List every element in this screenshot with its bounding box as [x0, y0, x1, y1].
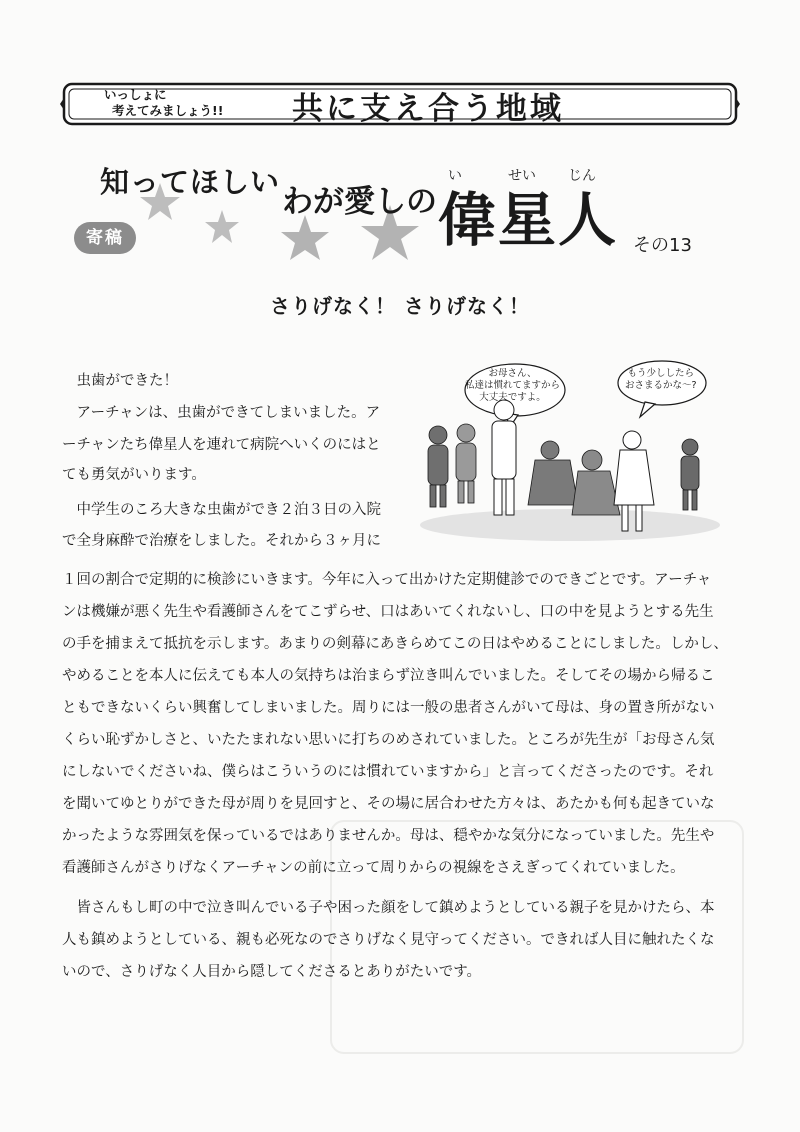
title-ruby-2: せい	[508, 168, 536, 184]
banner-subtitle-line2: 考えてみましょう!!	[112, 103, 224, 118]
body-line: １回の割合で定期的に検診にいきます。今年に入って出かけた定期健診でのできごとです。アーチャ	[62, 572, 712, 588]
body-line: を聞いてゆとりができた母が周りを見回すと、その場に居合わせた方々は、あたかも何も起きていな	[62, 796, 715, 812]
star-icon	[205, 210, 239, 243]
title-beloved: わが愛しの	[282, 184, 437, 220]
body-line: ても勇気がいります。	[62, 467, 206, 483]
banner-subtitle-line1: いっしょに	[104, 87, 167, 102]
body-line: ともできないくらい興奮してしまいました。周りには一般の患者さんがいて母は、身の置き所がない	[62, 700, 715, 716]
body-line: いので、さりげなく人目から隠してくださるとありがたいです。	[62, 964, 482, 980]
banner-title: 共に支え合う地域	[292, 91, 564, 127]
body-line: やめることを本人に伝えても本人の気持ちは治まらず泣き叫んでいました。そしてその場から帰るこ	[62, 668, 715, 684]
body-line: アーチャンは、虫歯ができてしまいました。ア	[62, 405, 381, 421]
title-lead: 知ってほしい	[100, 165, 281, 199]
title-ruby-3: じん	[568, 168, 596, 184]
body-line: ンは機嫌が悪く先生や看護師さんをてこずらせ、口はあいてくれないし、口の中を見ようとする先生	[62, 604, 714, 620]
speech-bubble-left-line2: 私達は慣れてますから	[465, 380, 561, 391]
contribution-badge: 寄稿	[74, 222, 136, 254]
body-line: ーチャンたち偉星人を連れて病院へいくのにはと	[62, 437, 381, 453]
body-line: の手を捕まえて抵抗を示します。あまりの剣幕にあきらめてこの日はやめることにしました。しかし、	[62, 636, 728, 652]
speech-bubble-right-line1: もう少ししたら	[627, 368, 695, 379]
speech-bubble-right	[625, 368, 697, 392]
star-icon	[281, 215, 329, 260]
body-line: 看護師さんがさりげなくアーチャンの前に立って周りからの視線をさえぎってくれていました。	[62, 860, 685, 876]
episode-number: その13	[633, 235, 692, 256]
body-line: くらい恥ずかしさと、いたたまれない思いに打ちのめされていました。ところが先生が「お母さん気	[62, 732, 715, 748]
body-line: 中学生のころ大きな虫歯ができ２泊３日の入院	[62, 502, 381, 518]
body-line: にしないでくださいね、僕らはこういうのには慣れていますから」と言ってくださったのです。それ	[62, 764, 714, 780]
body-line: 人も鎮めようとしている、親も必死なのでさりげなく見守ってください。できれば人目に触れたくな	[62, 932, 715, 948]
speech-bubble-left-line3: 大丈夫ですよ。	[479, 392, 546, 403]
speech-bubble-right-line2: おさまるかな〜?	[625, 380, 697, 391]
body-line: かったような雰囲気を保っているではありませんか。母は、穏やかな気分になっていました。先生や	[62, 828, 715, 844]
body-line: 皆さんもし町の中で泣き叫んでいる子や困った顔をして鎮めようとしている親子を見かけたら、本	[62, 900, 715, 916]
body-line: で全身麻酔で治療をしました。それから３ヶ月に	[62, 533, 381, 549]
subheading: さりげなく！ さりげなく！	[270, 294, 530, 318]
body-line: 虫歯ができた！	[62, 373, 178, 389]
speech-bubble-left-line1: お母さん、	[488, 368, 537, 379]
main-title: 偉星人	[438, 186, 619, 254]
speech-bubble-left	[465, 368, 560, 404]
title-ruby-1: い	[448, 168, 462, 184]
